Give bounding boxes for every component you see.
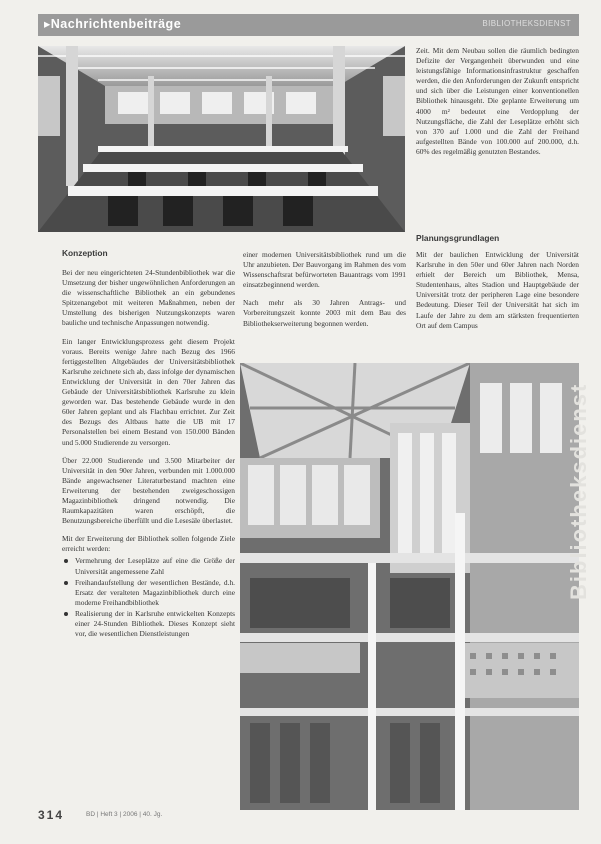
page-number: 314 <box>38 808 65 822</box>
atrium-illustration <box>240 363 579 810</box>
list-item: Realisierung der in Karlsruhe entwickelten Konzepts einer 24-Stunden Bibliothek. Dieses Konzept sieht vor, die wesentlichen Dienstleistungen <box>62 609 235 639</box>
journal-reference: BD | Heft 3 | 2006 | 40. Jg. <box>86 811 163 818</box>
concept-heading: Konzeption <box>62 248 108 258</box>
section-header-bar <box>38 14 579 36</box>
right-column-paragraph: Zeit. Mit dem Neubau sollen die räumlich bedingten Defizite der Vergangenheit überwunden und eine leistungsfähige Informationsinfrastruktur geschaffen werden, die den Anforderungen der Zukunft entspricht und sich über die Leistungen einer konventionellen Bibliothek hinausgeht. Die geplante Erweiterung um 4000 m² bedeutet eine Verdopplung der Nutzungsfläche, die Zahl der Leseplätze erhöht sich von 370 auf 1.000 und die Zahl der Freihand aufgestellten Bände von 100.000 auf 200.000, d.h. 60% des regelmäßig genutzten Bestandes. <box>416 46 579 156</box>
middle-paragraph-2: Nach mehr als 30 Jahren Antrags- und Vorbereitungszeit konnte 2003 mit dem Bau des Bibliothekserweiterung begonnen werden. <box>243 298 406 328</box>
watermark: Bibliotheksdienst <box>566 382 591 600</box>
left-paragraph-4: Mit der Erweiterung der Bibliothek sollen folgende Ziele erreicht werden: <box>62 534 235 554</box>
bullet-icon <box>64 559 68 563</box>
planning-paragraph: Mit der baulichen Entwicklung der Universität Karlsruhe in den 50er und 60er Jahren nach Norden erhielt der Bereich um Bibliothek, Mensa, Studentenhaus, altes Stadion und Hauptgebäude der Universität trotz der peripheren Lage eine besondere Bedeutung. Dieser Teil der Universität hat sich im Laufe der Jahre zu dem am stärksten frequentierten Ort auf dem Campus <box>416 250 579 330</box>
page-footer <box>38 808 238 822</box>
planning-text <box>416 250 579 339</box>
middle-column-text <box>243 250 406 337</box>
list-item: Vermehrung der Leseplätze auf eine die Größe der Universität angemessene Zahl <box>62 556 235 576</box>
atrium-photo <box>240 363 579 810</box>
left-paragraph-3: Über 22.000 Studierende und 3.500 Mitarbeiter der Universität in den 90er Jahren, verbunden mit 1.000.000 Bände angewachsener Literaturbestand machten eine Erweiterung der bestehenden zweigeschossigen Magazinbibliothek dringend notwendig. Die Raumkapazitäten waren erschöpft, die Benutzungsbereiche überfüllt und die Lesesäle überlastet. <box>62 455 235 526</box>
bullet-icon <box>64 581 68 585</box>
list-item: Freihandaufstellung der wesentlichen Bestände, d.h. Ersatz der veralteten Magazinbibliothek durch eine moderne Freihandbibliothek <box>62 578 235 608</box>
left-paragraph-2: Ein langer Entwicklungsprozess geht diesem Projekt voraus. Bereits wenige Jahre nach Bezug des 1966 fertiggestellten Altgebäudes der Universitätsbibliothek Karlsruhe zeichnete sich ab, dass infolge der dynamischen Entwicklung der Universität in den 70er Jahren das Gebäude der Universitätsbibliothek Karlsruhe zu klein geworden war. Das bestehende Gebäude wurde in den 60er Jahren geplant und als Flachbau errichtet. Zur Zeit des Bezugs des Altbaus hatte die UB mit 17 Personalstellen bei einem Bestand von 150.000 Bänden und 5.000 Studierende zu versorgen. <box>62 336 235 447</box>
library-reading-room-photo <box>38 46 405 232</box>
bullet-icon <box>64 612 68 616</box>
journal-brand: BIBLIOTHEKSDIENST <box>482 19 571 28</box>
section-title: ▸Nachrichtenbeiträge <box>44 17 182 31</box>
goals-list <box>62 556 235 639</box>
middle-paragraph-1: einer modernen Universitätsbibliothek rund um die Uhr anzubieten. Der Bauvorgang im Rahmen des vom Wissenschaftsrat befürworteten Bauantrags vom 1991 einsatzbeginnend werden. <box>243 250 406 290</box>
left-paragraph-1: Bei der neu eingerichteten 24-Stundenbibliothek war die Umsetzung der bisher ungewöhnlichen Anforderungen an die wissenschaftliche Bibliothek an ein gebundenes Spitzenangebot mit weiteren Maßnahmen, neben der Umstellung des bisherigen Nutzungskonzepts waren bauliche und technische Anpassungen notwendig. <box>62 268 235 328</box>
planning-heading: Planungsgrundlagen <box>416 233 500 243</box>
right-column-intro-text <box>416 46 579 165</box>
reading-room-illustration <box>38 46 405 232</box>
left-column-text <box>62 268 235 640</box>
